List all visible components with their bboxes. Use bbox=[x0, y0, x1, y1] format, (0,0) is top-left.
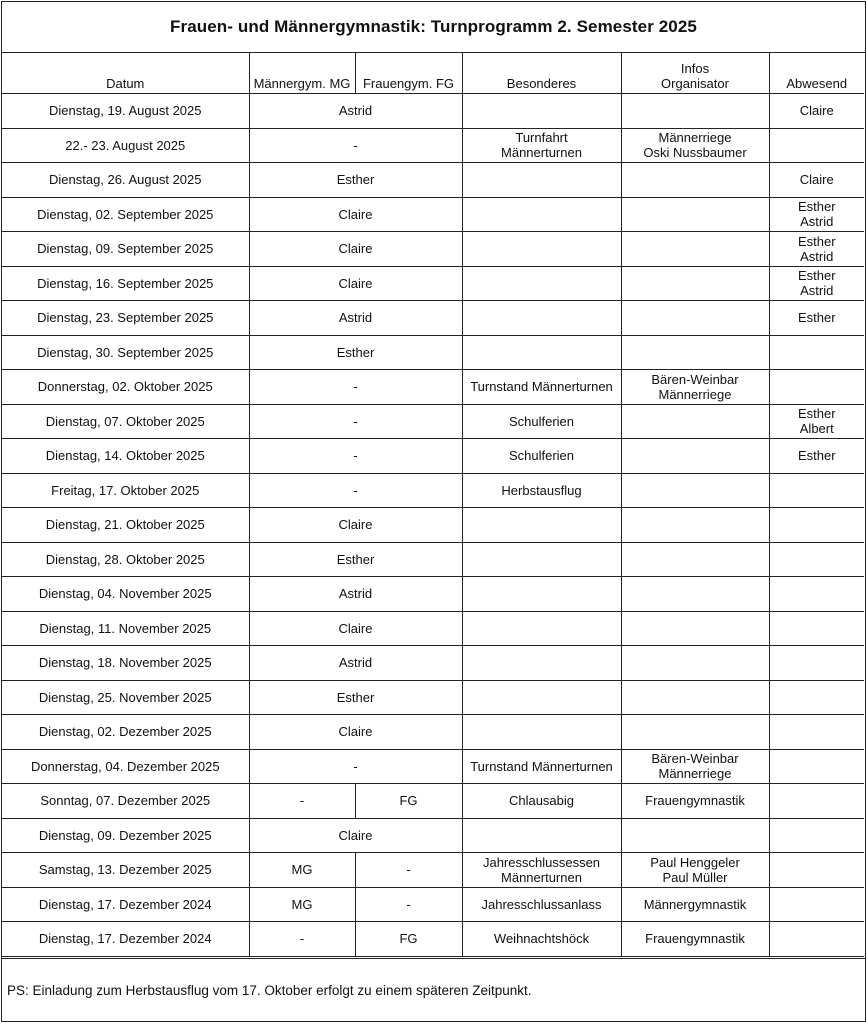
cell-infos bbox=[621, 818, 769, 853]
cell-abwesend-line: Esther bbox=[797, 406, 836, 422]
cell-leitung: Claire bbox=[249, 232, 462, 267]
program-sheet bbox=[1, 1, 866, 1022]
cell-leitung: Astrid bbox=[249, 301, 462, 336]
cell-datum: Donnerstag, 04. Dezember 2025 bbox=[2, 749, 249, 784]
cell-besonderes bbox=[462, 163, 621, 198]
cell-abwesend-line: Claire bbox=[799, 103, 834, 119]
cell-leitung: Claire bbox=[249, 818, 462, 853]
cell-infos bbox=[621, 887, 769, 922]
table-row bbox=[2, 577, 864, 612]
cell-abwesend bbox=[769, 266, 864, 301]
cell-datum: Dienstag, 21. Oktober 2025 bbox=[2, 508, 249, 543]
cell-leitung: - bbox=[249, 128, 462, 163]
cell-abwesend-line: Esther bbox=[797, 310, 836, 326]
cell-datum: Dienstag, 17. Dezember 2024 bbox=[2, 887, 249, 922]
cell-infos bbox=[621, 922, 769, 957]
cell-besonderes bbox=[462, 404, 621, 439]
cell-besonderes-line: Männerturnen bbox=[501, 869, 582, 885]
cell-besonderes bbox=[462, 749, 621, 784]
cell-leitung: - bbox=[249, 370, 462, 405]
cell-besonderes bbox=[462, 473, 621, 508]
cell-leitung: Astrid bbox=[249, 646, 462, 681]
cell-abwesend bbox=[769, 94, 864, 129]
cell-leitung: Astrid bbox=[249, 577, 462, 612]
cell-infos bbox=[621, 853, 769, 888]
cell-besonderes bbox=[462, 232, 621, 267]
cell-abwesend bbox=[769, 508, 864, 543]
cell-abwesend bbox=[769, 197, 864, 232]
cell-abwesend-line: Astrid bbox=[800, 214, 834, 230]
cell-leitung: - bbox=[249, 749, 462, 784]
cell-abwesend bbox=[769, 749, 864, 784]
cell-abwesend bbox=[769, 232, 864, 267]
table-row bbox=[2, 784, 864, 819]
cell-leitung: Esther bbox=[249, 680, 462, 715]
cell-besonderes bbox=[462, 542, 621, 577]
cell-leitung: Claire bbox=[249, 715, 462, 750]
schedule-body bbox=[2, 94, 864, 957]
cell-leitung: Esther bbox=[249, 542, 462, 577]
cell-datum: Sonntag, 07. Dezember 2025 bbox=[2, 784, 249, 819]
cell-datum: Dienstag, 04. November 2025 bbox=[2, 577, 249, 612]
cell-infos bbox=[621, 266, 769, 301]
header-datum: Datum bbox=[2, 53, 249, 94]
cell-infos bbox=[621, 335, 769, 370]
table-row bbox=[2, 404, 864, 439]
cell-infos bbox=[621, 197, 769, 232]
cell-abwesend bbox=[769, 439, 864, 474]
table-row bbox=[2, 335, 864, 370]
cell-besonderes-line: Weihnachtshöck bbox=[493, 931, 590, 947]
cell-besonderes-line: Turnstand Männerturnen bbox=[470, 758, 613, 774]
cell-besonderes bbox=[462, 784, 621, 819]
cell-besonderes-line: Männerturnen bbox=[501, 145, 582, 161]
cell-infos bbox=[621, 715, 769, 750]
cell-datum: Dienstag, 30. September 2025 bbox=[2, 335, 249, 370]
cell-abwesend bbox=[769, 680, 864, 715]
cell-abwesend bbox=[769, 646, 864, 681]
header-maennergym: Männergym. MG bbox=[249, 53, 355, 94]
cell-besonderes bbox=[462, 301, 621, 336]
header-row bbox=[2, 53, 864, 94]
cell-datum: Freitag, 17. Oktober 2025 bbox=[2, 473, 249, 508]
cell-maennergym: - bbox=[249, 784, 355, 819]
cell-leitung: Claire bbox=[249, 611, 462, 646]
header-infos-line1: Infos bbox=[680, 61, 710, 76]
cell-leitung: - bbox=[249, 439, 462, 474]
cell-infos bbox=[621, 646, 769, 681]
cell-infos-line: Bären-Weinbar bbox=[651, 371, 739, 387]
cell-datum: Dienstag, 11. November 2025 bbox=[2, 611, 249, 646]
cell-frauengym: FG bbox=[355, 784, 462, 819]
cell-abwesend-line: Claire bbox=[799, 172, 834, 188]
cell-datum: Dienstag, 09. September 2025 bbox=[2, 232, 249, 267]
cell-besonderes bbox=[462, 646, 621, 681]
cell-besonderes-line: Chlausabig bbox=[508, 793, 575, 809]
cell-abwesend bbox=[769, 128, 864, 163]
cell-datum: Dienstag, 17. Dezember 2024 bbox=[2, 922, 249, 957]
cell-leitung: Esther bbox=[249, 335, 462, 370]
cell-infos bbox=[621, 784, 769, 819]
schedule-table bbox=[2, 53, 864, 957]
cell-maennergym: - bbox=[249, 922, 355, 957]
cell-infos bbox=[621, 94, 769, 129]
cell-datum: Dienstag, 25. November 2025 bbox=[2, 680, 249, 715]
table-row bbox=[2, 266, 864, 301]
cell-frauengym: - bbox=[355, 853, 462, 888]
cell-infos-line: Männergymnastik bbox=[643, 896, 747, 912]
table-row bbox=[2, 853, 864, 888]
cell-datum: Dienstag, 19. August 2025 bbox=[2, 94, 249, 129]
cell-besonderes-line: Jahresschlussessen bbox=[482, 854, 601, 870]
cell-infos bbox=[621, 473, 769, 508]
cell-besonderes bbox=[462, 887, 621, 922]
cell-datum: Dienstag, 18. November 2025 bbox=[2, 646, 249, 681]
table-row bbox=[2, 887, 864, 922]
footer-note: PS: Einladung zum Herbstausflug vom 17. Oktober erfolgt zu einem späteren Zeitpunkt. bbox=[2, 958, 865, 1021]
cell-infos-line: Frauengymnastik bbox=[645, 793, 745, 809]
cell-infos-line: Männerriege bbox=[658, 766, 732, 782]
cell-datum: Dienstag, 16. September 2025 bbox=[2, 266, 249, 301]
cell-abwesend bbox=[769, 370, 864, 405]
cell-leitung: Claire bbox=[249, 197, 462, 232]
cell-leitung: Claire bbox=[249, 508, 462, 543]
cell-infos bbox=[621, 439, 769, 474]
cell-datum: Dienstag, 02. Dezember 2025 bbox=[2, 715, 249, 750]
cell-abwesend bbox=[769, 715, 864, 750]
table-row bbox=[2, 301, 864, 336]
table-row bbox=[2, 715, 864, 750]
cell-abwesend bbox=[769, 473, 864, 508]
cell-infos-line: Oski Nussbaumer bbox=[643, 145, 747, 161]
cell-frauengym: - bbox=[355, 887, 462, 922]
header-infos-line2: Organisator bbox=[661, 76, 729, 91]
cell-abwesend-line: Albert bbox=[799, 421, 834, 437]
cell-infos bbox=[621, 301, 769, 336]
cell-abwesend bbox=[769, 922, 864, 957]
cell-besonderes bbox=[462, 128, 621, 163]
cell-datum: Samstag, 13. Dezember 2025 bbox=[2, 853, 249, 888]
cell-infos bbox=[621, 404, 769, 439]
cell-infos bbox=[621, 577, 769, 612]
cell-abwesend-line: Astrid bbox=[800, 283, 834, 299]
cell-frauengym: FG bbox=[355, 922, 462, 957]
cell-leitung: Claire bbox=[249, 266, 462, 301]
cell-datum: Dienstag, 14. Oktober 2025 bbox=[2, 439, 249, 474]
cell-besonderes-line: Schulferien bbox=[508, 448, 575, 464]
table-row bbox=[2, 439, 864, 474]
cell-besonderes bbox=[462, 853, 621, 888]
cell-infos bbox=[621, 749, 769, 784]
cell-maennergym: MG bbox=[249, 887, 355, 922]
cell-datum: Dienstag, 26. August 2025 bbox=[2, 163, 249, 198]
cell-abwesend bbox=[769, 301, 864, 336]
cell-besonderes bbox=[462, 335, 621, 370]
cell-abwesend-line: Astrid bbox=[800, 248, 834, 264]
table-row bbox=[2, 508, 864, 543]
cell-abwesend bbox=[769, 335, 864, 370]
cell-infos bbox=[621, 508, 769, 543]
cell-abwesend bbox=[769, 784, 864, 819]
cell-datum: Dienstag, 23. September 2025 bbox=[2, 301, 249, 336]
cell-besonderes bbox=[462, 439, 621, 474]
cell-datum: Donnerstag, 02. Oktober 2025 bbox=[2, 370, 249, 405]
cell-maennergym: MG bbox=[249, 853, 355, 888]
table-row bbox=[2, 542, 864, 577]
cell-abwesend-line: Esther bbox=[797, 448, 836, 464]
cell-abwesend bbox=[769, 163, 864, 198]
cell-leitung: - bbox=[249, 473, 462, 508]
cell-besonderes bbox=[462, 680, 621, 715]
cell-abwesend-line: Esther bbox=[797, 268, 836, 284]
cell-besonderes bbox=[462, 577, 621, 612]
cell-infos bbox=[621, 680, 769, 715]
cell-abwesend bbox=[769, 611, 864, 646]
table-row bbox=[2, 232, 864, 267]
cell-leitung: - bbox=[249, 404, 462, 439]
cell-abwesend bbox=[769, 542, 864, 577]
cell-besonderes-line: Jahresschlussanlass bbox=[481, 896, 602, 912]
cell-infos bbox=[621, 370, 769, 405]
table-row bbox=[2, 94, 864, 129]
cell-datum: 22.- 23. August 2025 bbox=[2, 128, 249, 163]
cell-abwesend-line: Esther bbox=[797, 233, 836, 249]
cell-datum: Dienstag, 02. September 2025 bbox=[2, 197, 249, 232]
cell-besonderes bbox=[462, 94, 621, 129]
table-row bbox=[2, 680, 864, 715]
cell-infos-line: Männerriege bbox=[658, 130, 732, 146]
cell-abwesend bbox=[769, 818, 864, 853]
table-row bbox=[2, 128, 864, 163]
header-frauengym: Frauengym. FG bbox=[355, 53, 462, 94]
cell-infos-line: Bären-Weinbar bbox=[651, 751, 739, 767]
cell-besonderes bbox=[462, 197, 621, 232]
table-row bbox=[2, 611, 864, 646]
cell-infos bbox=[621, 542, 769, 577]
cell-infos bbox=[621, 611, 769, 646]
cell-besonderes bbox=[462, 370, 621, 405]
cell-besonderes bbox=[462, 715, 621, 750]
cell-datum: Dienstag, 07. Oktober 2025 bbox=[2, 404, 249, 439]
table-row bbox=[2, 370, 864, 405]
page-title: Frauen- und Männergymnastik: Turnprogramm 2. Semester 2025 bbox=[2, 2, 865, 53]
cell-besonderes-line: Turnstand Männerturnen bbox=[470, 379, 613, 395]
table-row bbox=[2, 197, 864, 232]
cell-infos-line: Männerriege bbox=[658, 386, 732, 402]
header-besonderes: Besonderes bbox=[462, 53, 621, 94]
cell-besonderes bbox=[462, 818, 621, 853]
header-abwesend: Abwesend bbox=[769, 53, 864, 94]
table-row bbox=[2, 922, 864, 957]
cell-leitung: Esther bbox=[249, 163, 462, 198]
cell-abwesend bbox=[769, 577, 864, 612]
cell-besonderes bbox=[462, 508, 621, 543]
cell-infos bbox=[621, 128, 769, 163]
cell-leitung: Astrid bbox=[249, 94, 462, 129]
cell-abwesend bbox=[769, 404, 864, 439]
cell-datum: Dienstag, 28. Oktober 2025 bbox=[2, 542, 249, 577]
cell-infos bbox=[621, 232, 769, 267]
table-row bbox=[2, 646, 864, 681]
cell-infos bbox=[621, 163, 769, 198]
cell-besonderes bbox=[462, 922, 621, 957]
cell-besonderes bbox=[462, 266, 621, 301]
table-row bbox=[2, 473, 864, 508]
cell-datum: Dienstag, 09. Dezember 2025 bbox=[2, 818, 249, 853]
table-row bbox=[2, 818, 864, 853]
cell-besonderes-line: Schulferien bbox=[508, 413, 575, 429]
cell-besonderes-line: Herbstausflug bbox=[501, 482, 582, 498]
table-row bbox=[2, 163, 864, 198]
cell-abwesend bbox=[769, 853, 864, 888]
cell-infos-line: Frauengymnastik bbox=[645, 931, 745, 947]
cell-besonderes-line: Turnfahrt bbox=[515, 130, 568, 146]
cell-infos-line: Paul Henggeler bbox=[650, 854, 740, 870]
cell-besonderes bbox=[462, 611, 621, 646]
table-row bbox=[2, 749, 864, 784]
cell-infos-line: Paul Müller bbox=[662, 869, 728, 885]
cell-abwesend-line: Esther bbox=[797, 199, 836, 215]
cell-abwesend bbox=[769, 887, 864, 922]
header-infos bbox=[621, 53, 769, 94]
